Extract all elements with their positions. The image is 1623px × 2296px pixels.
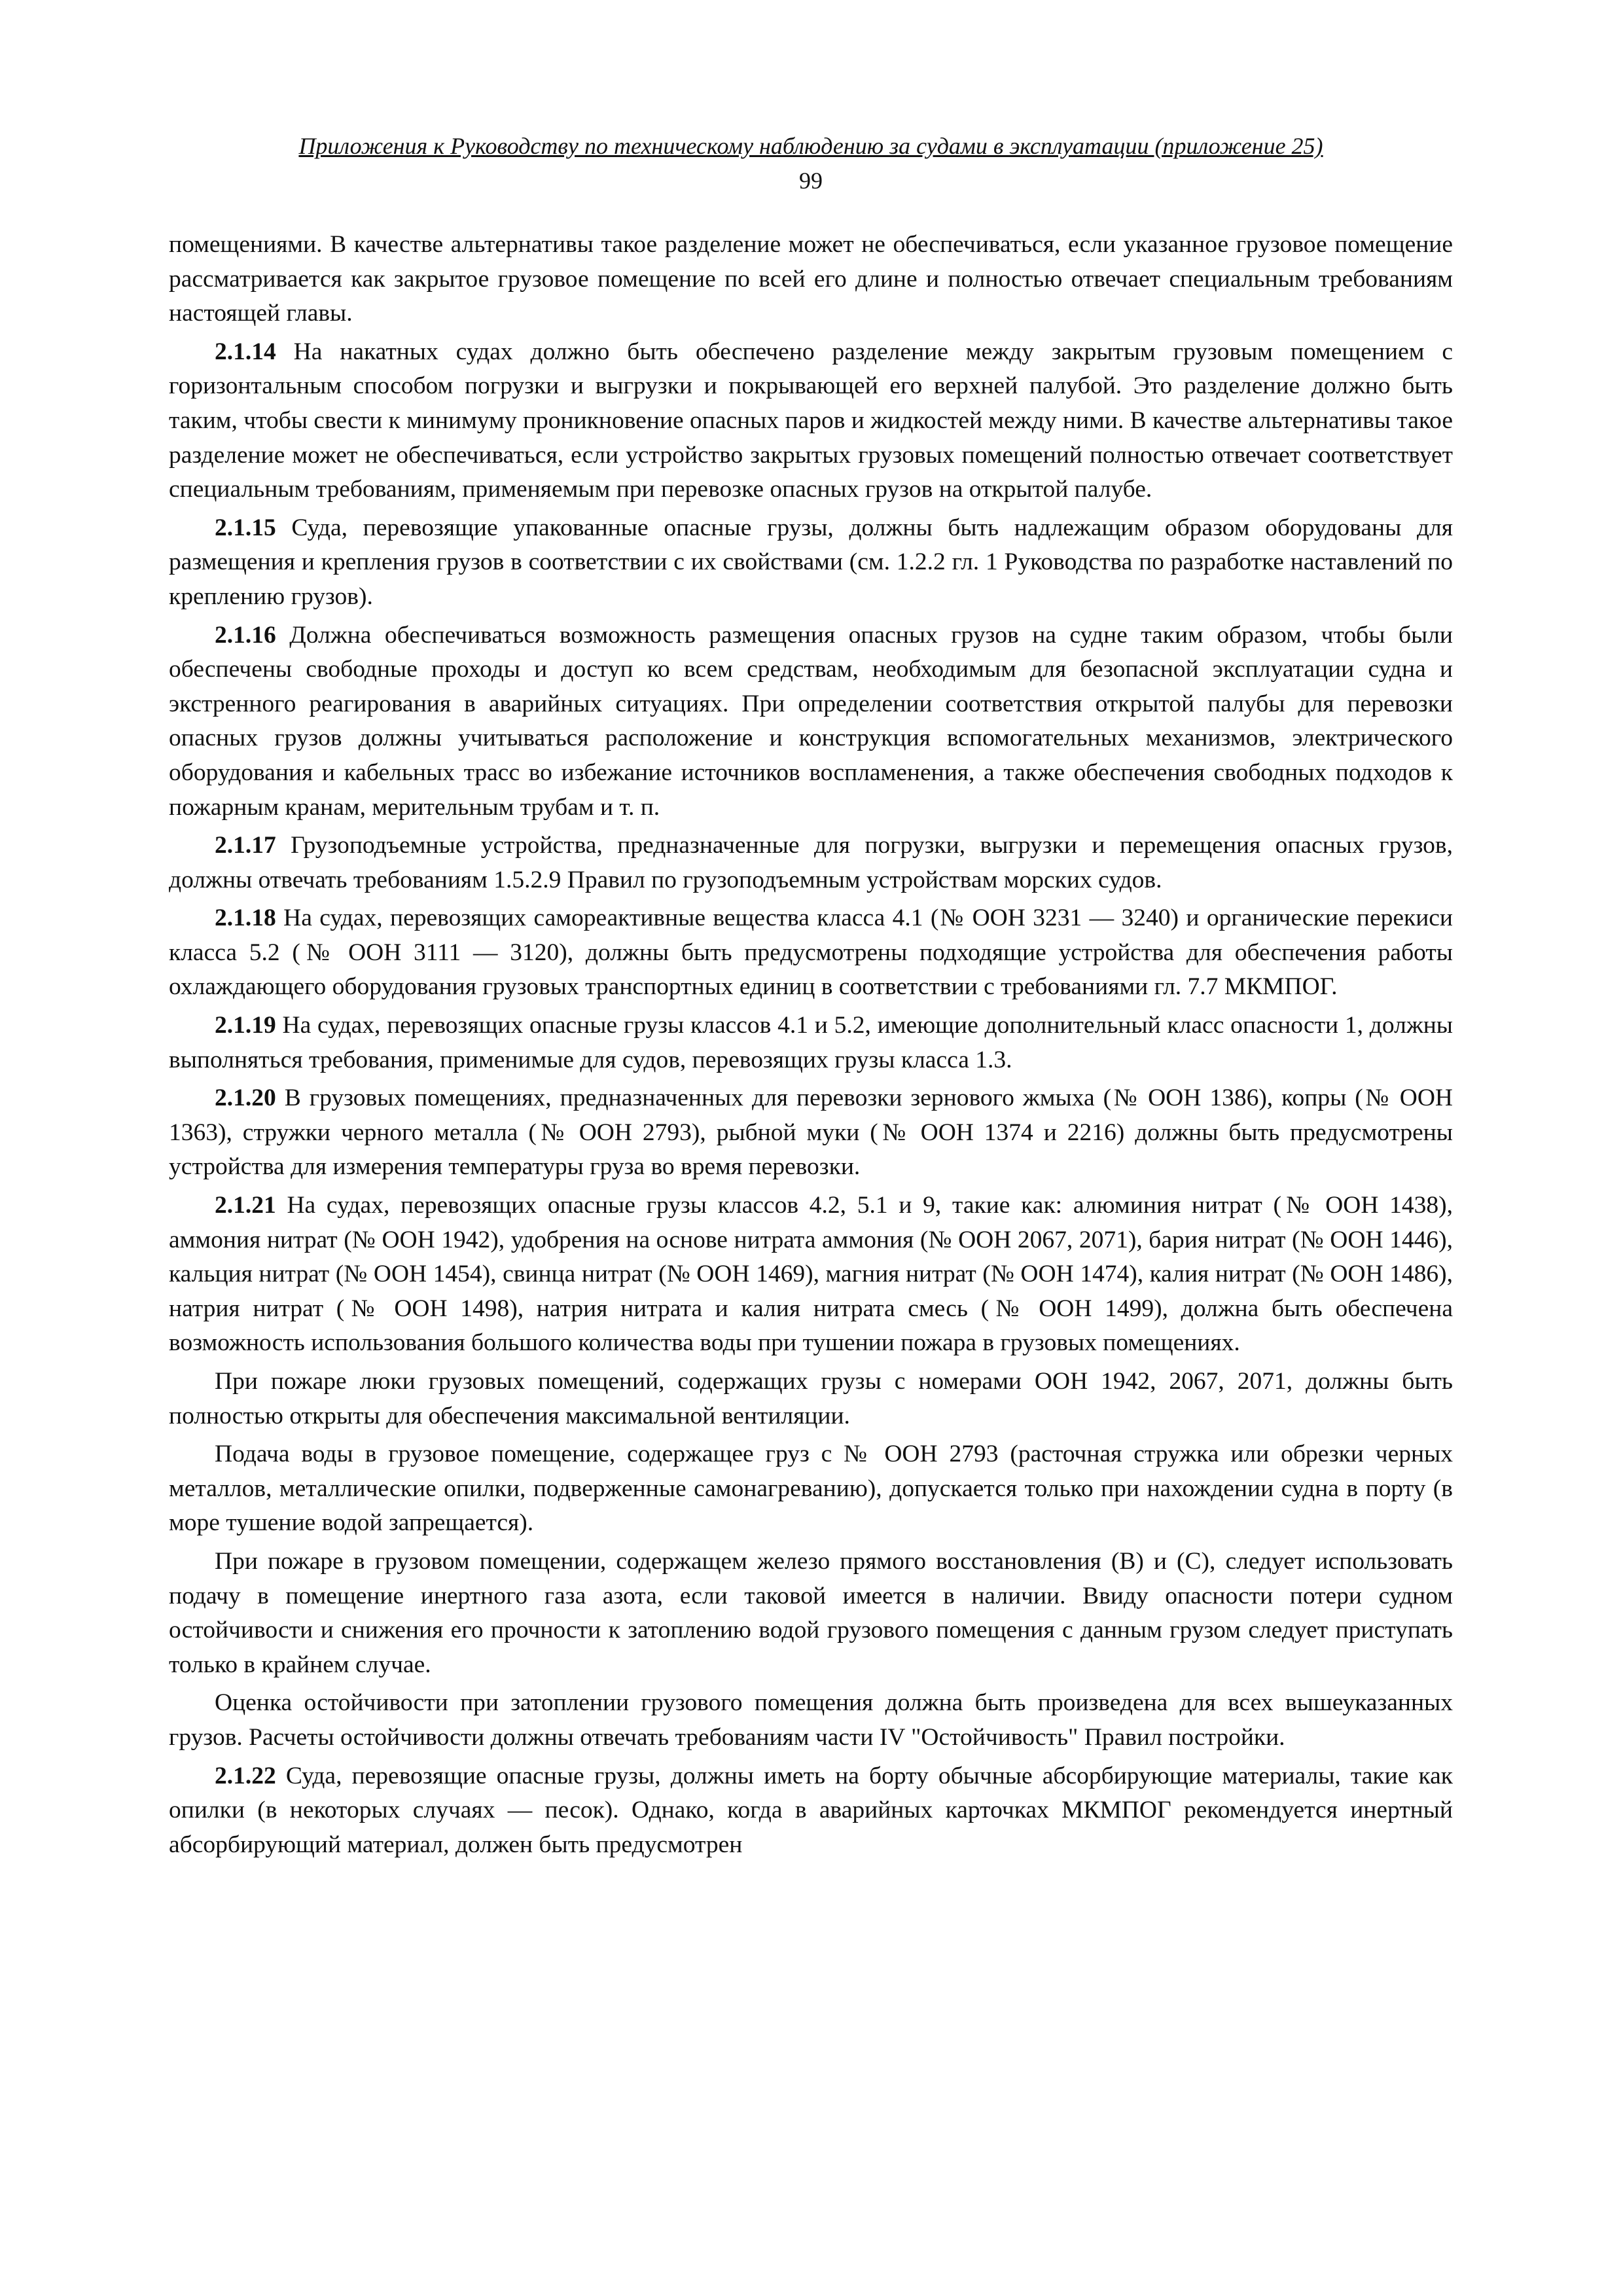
clause-text: На судах, перевозящих опасные грузы классов 4.2, 5.1 и 9, такие как: алюминия нитрат (№ ООН 1438), аммония нитрат (№ ООН 1942), удобрения на основе нитрата аммония (№ ООН 2067, 2071), бария нитрат (№ ООН 1446), кальция нитрат (№ ООН 1454), свинца нитрат (№ ООН 1469), магния нитрат (№ ООН 1474), калия нитрат (№ ООН 1486), натрия нитрат (№ ООН 1498), натрия нитрата и калия нитрата смесь (№ ООН 1499), должна быть обеспечена возможность использования большого количества воды при тушении пожара в грузовых помещениях. — [169, 1192, 1453, 1357]
clause-2-1-18 — [169, 901, 1453, 1005]
paragraph-text: помещениями. В качестве альтернативы такое разделение может не обеспечиваться, если указанное грузовое помещение рассматривается как закрытое грузовое помещение по всей его длине и полностью отвечает специальным требованиям настоящей главы. — [169, 231, 1453, 327]
clause-number: 2.1.22 — [215, 1762, 276, 1789]
body-text — [169, 228, 1453, 1862]
clause-number: 2.1.15 — [215, 514, 276, 541]
page-number: 99 — [799, 168, 823, 194]
clause-text: Суда, перевозящие упакованные опасные грузы, должны быть надлежащим образом оборудованы для размещения и крепления грузов в соответствии с их свойствами (см. 1.2.2 гл. 1 Руководства по разработке наставлений по креплению грузов). — [169, 514, 1453, 610]
paragraph-text: При пожаре люки грузовых помещений, содержащих грузы с номерами ООН 1942, 2067, 2071, должны быть полностью открыты для обеспечения максимальной вентиляции. — [169, 1368, 1453, 1429]
paragraph-continuation — [169, 228, 1453, 331]
clause-2-1-19 — [169, 1009, 1453, 1077]
clause-text: На накатных судах должно быть обеспечено разделение между закрытым грузовым помещением с горизонтальным способом погрузки и выгрузки и покрывающей его верхней палубой. Это разделение должно быть таким, чтобы свести к минимуму проникновение опасных паров и жидкостей между ними. В качестве альтернативы такое разделение может не обеспечиваться, если устройство закрытых грузовых помещений полностью отвечает соответствует специальным требованиям, применяемым при перевозке опасных грузов на открытой палубе. — [169, 338, 1454, 503]
clause-2-1-20 — [169, 1081, 1453, 1185]
clause-number: 2.1.16 — [215, 621, 276, 649]
clause-2-1-21 — [169, 1189, 1453, 1361]
paragraph-text: При пожаре в грузовом помещении, содержащем железо прямого восстановления (В) и (С), следует использовать подачу в помещение инертного газа азота, если таковой имеется в наличии. Ввиду опасности потери судном остойчивости и снижения его прочности к затоплению водой грузового помещения с данным грузом следует приступать только в крайнем случае. — [169, 1547, 1453, 1678]
running-header: Приложения к Руководству по техническому наблюдению за судами в эксплуатации (приложение 25) — [298, 133, 1323, 159]
document-page — [169, 131, 1453, 1866]
clause-2-1-16 — [169, 619, 1453, 825]
clause-number: 2.1.20 — [215, 1085, 276, 1112]
clause-number: 2.1.21 — [215, 1192, 276, 1219]
paragraph-water-supply — [169, 1437, 1453, 1541]
clause-text: Суда, перевозящие опасные грузы, должны иметь на борту обычные абсорбирующие материалы, такие как опилки (в некоторых случаях — песок). Однако, когда в аварийных карточках МКМПОГ рекомендуется инертный абсорбирующий материал, должен быть предусмотрен — [169, 1762, 1453, 1858]
clause-2-1-14 — [169, 335, 1453, 507]
clause-text: В грузовых помещениях, предназначенных для перевозки зернового жмыха (№ ООН 1386), копры (№ ООН 1363), стружки черного металла (№ ООН 2793), рыбной муки (№ ООН 1374 и 2216) должны быть предусмотрены устройства для измерения температуры груза во время перевозки. — [169, 1085, 1453, 1181]
paragraph-fire-hatches — [169, 1365, 1453, 1433]
clause-2-1-15 — [169, 511, 1453, 615]
paragraph-direct-reduced-iron — [169, 1545, 1453, 1682]
clause-text: Должна обеспечиваться возможность размещения опасных грузов на судне таким образом, чтобы были обеспечены свободные проходы и доступ ко всем средствам, необходимым для безопасной эксплуатации судна и экстренного реагирования в аварийных ситуациях. При определении соответствия открытой палубы для перевозки опасных грузов должны учитываться расположение и конструкция вспомогательных механизмов, электрического оборудования и кабельных трасс во избежание источников воспламенения, а также обеспечения свободных подходов к пожарным кранам, мерительным трубам и т. п. — [169, 621, 1453, 821]
paragraph-text: Оценка остойчивости при затоплении грузового помещения должна быть произведена для всех вышеуказанных грузов. Расчеты остойчивости должны отвечать требованиям части IV "Остойчивость" Правил постройки. — [169, 1689, 1453, 1751]
clause-number: 2.1.17 — [215, 832, 276, 859]
paragraph-text: Подача воды в грузовое помещение, содержащее груз с № ООН 2793 (расточная стружка или обрезки черных металлов, металлические опилки, подверженные самонагреванию), допускается только при нахождении судна в порту (в море тушение водой запрещается). — [169, 1441, 1453, 1537]
clause-number: 2.1.18 — [215, 905, 276, 932]
clause-2-1-17 — [169, 829, 1453, 897]
clause-text: Грузоподъемные устройства, предназначенные для погрузки, выгрузки и перемещения опасных грузов, должны отвечать требованиям 1.5.2.9 Правил по грузоподъемным устройствам морских судов. — [169, 832, 1453, 893]
paragraph-stability-assessment — [169, 1686, 1453, 1755]
clause-2-1-22 — [169, 1759, 1453, 1863]
clause-text: На судах, перевозящих самореактивные вещества класса 4.1 (№ ООН 3231 — 3240) и органические перекиси класса 5.2 (№ ООН 3111 — 3120), должны быть предусмотрены подходящие устройства для обеспечения работы охлаждающего оборудования грузовых транспортных единиц в соответствии с требованиями гл. 7.7 МКМПОГ. — [169, 905, 1453, 1001]
clause-number: 2.1.14 — [215, 338, 276, 365]
clause-text: На судах, перевозящих опасные грузы классов 4.1 и 5.2, имеющие дополнительный класс опасности 1, должны выполняться требования, применимые для судов, перевозящих грузы класса 1.3. — [169, 1012, 1453, 1073]
clause-number: 2.1.19 — [215, 1012, 276, 1039]
